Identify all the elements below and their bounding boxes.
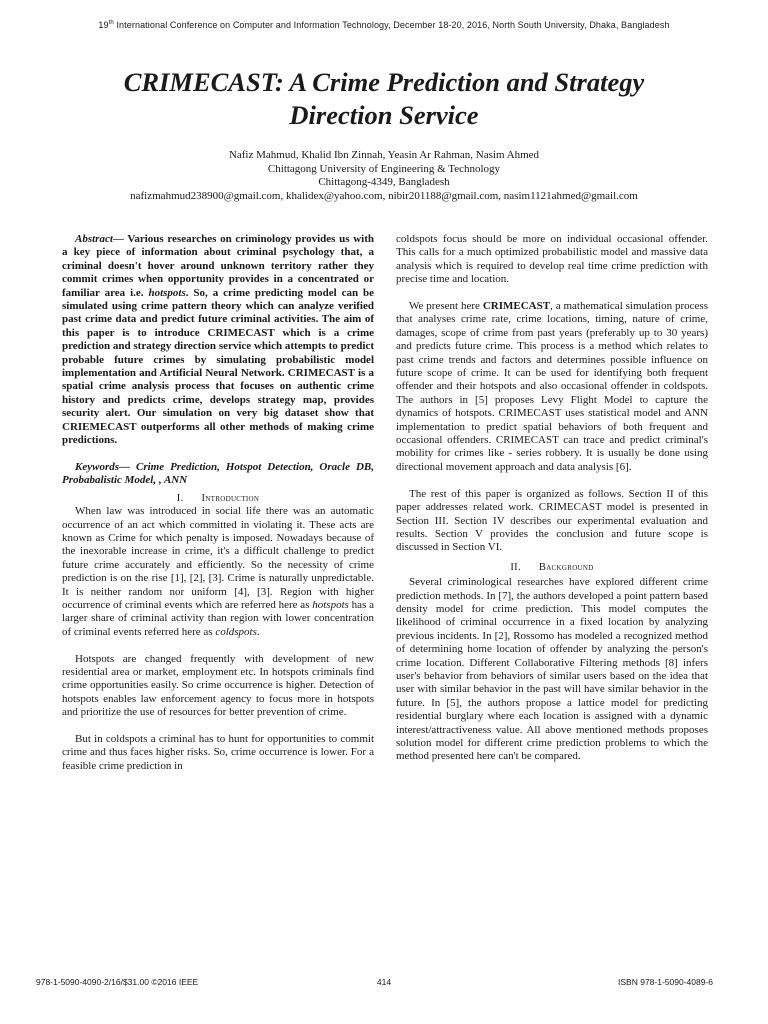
author-affiliation: Chittagong University of Engineering & Technology — [267, 162, 501, 175]
author-block — [30, 149, 738, 203]
author-names: Nafiz Mahmud, Khalid Ibn Zinnah, Yeasin Ar Rahman, Nasim Ahmed — [228, 149, 540, 161]
intro-paragraph-1: When law was introduced in social life there was an automatic occurrence of an act which committed in violating it. These acts are known as Crime for which penalty is imposed. Nowadays because of the inexorable increase in crime, it's a difficult challenge to predict future crime accurately and efficiently. So the necessity of crime prediction is on the rise [1], [2], [3]. Crime is naturally unpredictable. It is neither random nor uniform [4], [3]. Region with higher occurrence of criminal events which are referred here as hotspots has a larger share of criminal activity than region with lower concentration of criminal events referred here as coldspots. — [62, 505, 374, 638]
section-heading-background: II. Background — [510, 561, 594, 573]
right-paragraph-2: We present here CRIMECAST, a mathematical simulation process that analyses crime rate, crime locations, timing, nature of crime, damages, scope of crime from past years (preferably up to 30 years) and predicts future crime. This process is a method which relates to past crime trends and factors and determines possible influence on future scope of crime. It can be used for identifying both frequent offender and their hotspots and also occasional offender in coldspots. The authors in [5] proposes Levy Flight Model to capture the dynamics of hotspots. CRIMECAST uses statistical model and ANN implementation to predict spatial behaviors of both frequent and occasional offenders. CRIMECAST can trace and predict criminal's mobility for crimes like - series robbery. It is usually be done using directional movement approach and data analysis [6]. — [396, 300, 708, 473]
right-column — [396, 233, 708, 764]
author-address: Chittagong-4349, Bangladesh — [318, 176, 450, 188]
section-heading-introduction: I. Introduction — [176, 492, 260, 504]
conf-ordinal: th — [108, 20, 114, 26]
right-paragraph-3: The rest of this paper is organized as follows. Section II of this paper addresses related work. CRIMECAST model is presented in Section III. Section IV describes our experimental evaluation and results. Section V provides the conclusion and future scope is discussed in Section VI. — [396, 487, 708, 554]
title-line-2: Direction Service — [289, 100, 479, 130]
abstract: Abstract— Various researches on criminology provides us with a key piece of information about criminal psychology that, a criminal doesn't hover around unknown territory rather they commit crimes when opportunity provides in a concentrated or familiar area i.e. hotspots. So, a crime predicting model can be simulated using crime pattern theory which can analyze verified past crime data and predict future criminal activities. The aim of this paper is to introduce CRIMECAST which is a crime prediction and strategy direction service which attempts to predict probable future crimes by simulating probabilistic model implementation and Artificial Neural Network. CRIMECAST is a spatial crime analysis process that focuses on authentic crime history and predicts crime, develops strategy map, provides security alert. Our simulation on very big dataset show that CRIEMECAST outperforms all other methods of making crime predictions. — [62, 233, 374, 447]
right-paragraph-1: coldspots focus should be more on individual occasional offender. This calls for a much optimized probabilistic model and massive data analysis which is required to develop real time crime prediction with precise time and location. — [396, 233, 708, 286]
keywords: Keywords— Crime Prediction, Hotspot Detection, Oracle DB, Probabalistic Model, , ANN — [62, 460, 374, 487]
footer-isbn: ISBN 978-1-5090-4089-6 — [618, 977, 713, 987]
conf-number: 19 — [98, 20, 109, 30]
intro-paragraph-3: But in coldspots a criminal has to hunt for opportunities to commit crime and thus faces higher risks. So, crime occurrence is lower. For a feasible crime prediction in — [62, 732, 374, 772]
paper-title — [40, 66, 728, 132]
abstract-label: Abstract — [75, 233, 113, 245]
page-number: 414 — [376, 977, 392, 987]
left-column — [62, 233, 374, 773]
keywords-label: Keywords— — [75, 460, 130, 473]
footer-copyright: 978-1-5090-4090-2/16/$31.00 ©2016 IEEE — [36, 977, 199, 987]
background-paragraph: Several criminological researches have explored different crime prediction methods. In [7], the authors developed a point pattern based density model for crime prediction. This model computes the likelihood of criminal occurrence in a fixed location by analyzing previous incidents. In [2], Rossomo has modeled a recognized method of determining home location of offender by analyzing the person's crime location. Different Collaborative Filtering methods [8] infers user's behavior from behaviors of similar users based on the idea that user with similar behavior in the past will have similar behavior in the future. In [5], the authors propose a lattice model for predicting residential burglary where each location is assigned with a dynamic interest/attractiveness value. All above mentioned methods proposes solution model for different crime prediction problems to which the method presented here can't be compared. — [396, 576, 708, 763]
conf-text: International Conference on Computer and Information Technology, December 18-20, 2016, North South University, Dhaka, Bangladesh — [113, 20, 670, 30]
intro-paragraph-2: Hotspots are changed frequently with development of new residential area or market, employment etc. In hotspots criminals find crime opportunities easily. So crime occurrence is higher. Detection of hotspots enables law enforcement agency to focus more in hotspots and prioritize the use of resources for better prevention of crime. — [62, 652, 374, 719]
conference-header — [0, 20, 768, 30]
title-line-1: CRIMECAST: A Crime Prediction and Strategy — [123, 67, 645, 97]
author-emails: nafizmahmud238900@gmail.com, khalidex@yahoo.com, nibir201188@gmail.com, nasim1121ahmed@gmail.com — [130, 189, 638, 202]
